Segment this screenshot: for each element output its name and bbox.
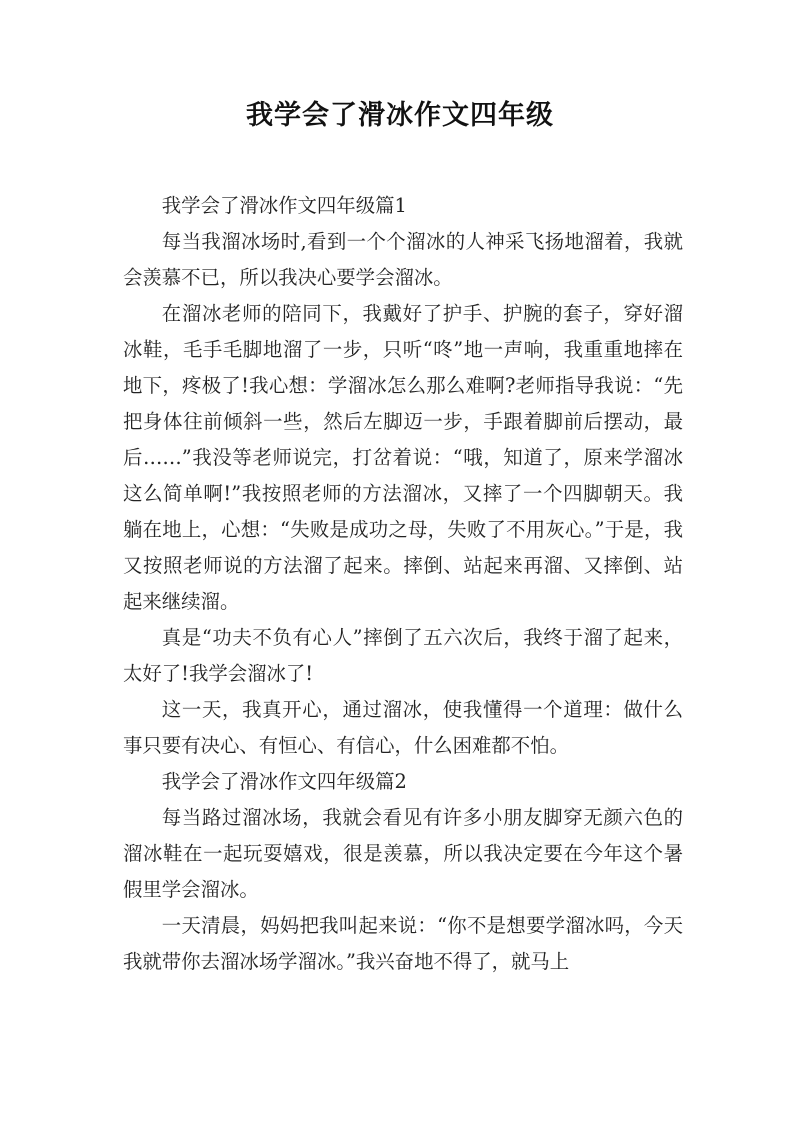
paragraph: 一天清晨，妈妈把我叫起来说：“你不是想要学溜冰吗，今天我就带你去溜冰场学溜冰。”我兴奋地不得了，就马上: [123, 914, 683, 973]
section-heading-2: 我学会了滑冰作文四年级篇2: [161, 770, 407, 793]
paragraph: 在溜冰老师的陪同下，我戴好了护手、护腕的套子，穿好溜冰鞋，毛手毛脚地溜了一步，只听“咚”地一声响，我重重地摔在地下，疼极了!我心想：学溜冰怎么那么难啊?老师指导我说：“先把身体往前倾斜一些，然后左脚迈一步，手跟着脚前后摆动，最后……”我没等老师说完，打岔着说：“哦，知道了，原来学溜冰这么简单啊!”我按照老师的方法溜冰，又摔了一个四脚朝天。我躺在地上，心想：“失败是成功之母，失败了不用灰心。”于是，我又按照老师说的方法溜了起来。摔倒、站起来再溜、又摔倒、站起来继续溜。: [123, 302, 683, 613]
document-body: [123, 188, 683, 980]
paragraph: 每当我溜冰场时,看到一个个溜冰的人神采飞扬地溜着，我就会羡慕不已，所以我决心要学会溜冰。: [123, 230, 683, 289]
section-heading-1: 我学会了滑冰作文四年级篇1: [161, 194, 407, 217]
paragraph: 每当路过溜冰场，我就会看见有许多小朋友脚穿无颜六色的溜冰鞋在一起玩耍嬉戏，很是羡慕，所以我决定要在今年这个暑假里学会溜冰。: [123, 806, 683, 901]
document-title: 我学会了滑冰作文四年级: [246, 100, 554, 131]
paragraph: 真是“功夫不负有心人”摔倒了五六次后，我终于溜了起来，太好了!我学会溜冰了!: [123, 626, 683, 685]
paragraph: 这一天，我真开心，通过溜冰，使我懂得一个道理：做什么事只要有决心、有恒心、有信心，什么困难都不怕。: [123, 698, 683, 757]
